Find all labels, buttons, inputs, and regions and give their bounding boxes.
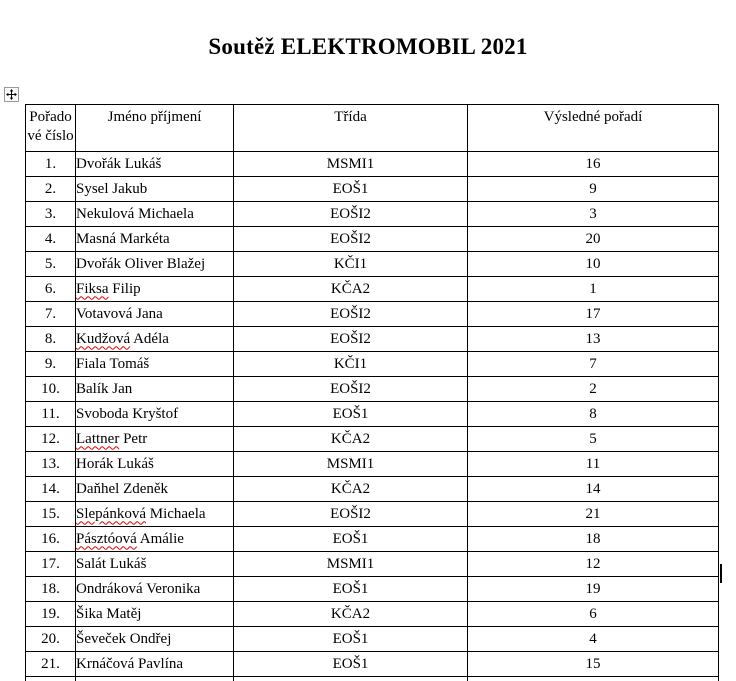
table-row [26,177,719,202]
empty-table-row [26,677,719,681]
name-text: Filip [108,280,141,297]
cell-rank[interactable] [468,677,719,681]
cell-rank[interactable]: 17 [468,302,719,327]
cell-class[interactable]: MSMI1 [234,452,468,477]
header-number[interactable] [26,105,76,152]
cell-number[interactable]: 17. [26,552,76,577]
cell-class[interactable] [234,677,468,681]
cell-class[interactable]: KČA2 [234,602,468,627]
name-text: Svoboda Kryštof [76,405,179,422]
table-row [26,152,719,177]
cell-number[interactable]: 15. [26,502,76,527]
table-row [26,402,719,427]
cell-number[interactable]: 4. [26,227,76,252]
table-row [26,352,719,377]
cell-name[interactable] [76,677,234,681]
cell-class[interactable]: EOŠI2 [234,502,468,527]
name-text: Fiala Tomáš [76,355,150,372]
cell-rank[interactable]: 13 [468,327,719,352]
header-number-line2: vé číslo [27,128,74,144]
table-row [26,427,719,452]
cell-class[interactable]: KČI1 [234,352,468,377]
table-row [26,452,719,477]
cell-rank[interactable]: 4 [468,627,719,652]
cell-rank[interactable]: 2 [468,377,719,402]
cell-name[interactable] [76,502,234,527]
cell-name[interactable] [76,652,234,677]
misspelled-word: Kudžová [76,330,131,347]
cell-class[interactable]: EOŠI2 [234,327,468,352]
cell-name[interactable] [76,327,234,352]
cell-name[interactable] [76,352,234,377]
cell-number[interactable]: 20. [26,627,76,652]
cell-rank[interactable]: 1 [468,277,719,302]
name-text: Salát Lukáš [76,555,147,572]
name-text: Ševeček Ondřej [76,630,172,647]
move-icon [6,89,17,100]
table-row [26,602,719,627]
table-row [26,577,719,602]
table-move-handle[interactable] [4,87,19,102]
name-text: Michaela [145,505,206,522]
header-class[interactable]: Třída [234,105,468,152]
table-row [26,202,719,227]
cell-number[interactable]: 21. [26,652,76,677]
cell-number[interactable]: 14. [26,477,76,502]
misspelled-word: Lattner [76,430,120,447]
cell-number[interactable]: 5. [26,252,76,277]
cell-name[interactable] [76,602,234,627]
cell-number[interactable] [26,677,76,681]
misspelled-word: Slepánková [76,505,146,522]
name-text: Horák Lukáš [76,455,154,472]
cell-rank[interactable]: 14 [468,477,719,502]
cell-class[interactable]: KČA2 [234,427,468,452]
cell-number[interactable]: 13. [26,452,76,477]
table-body [26,152,719,681]
cell-name[interactable] [76,527,234,552]
cell-rank[interactable]: 8 [468,402,719,427]
cell-rank[interactable]: 10 [468,252,719,277]
cell-rank[interactable]: 9 [468,177,719,202]
cell-name[interactable] [76,552,234,577]
table-row [26,527,719,552]
name-text: Adéla [130,330,169,347]
name-text: Sysel Jakub [76,180,148,197]
cell-number[interactable]: 10. [26,377,76,402]
cell-class[interactable]: EOŠ1 [234,527,468,552]
cell-number[interactable]: 19. [26,602,76,627]
header-name[interactable]: Jméno příjmení [76,105,234,152]
cell-rank[interactable]: 11 [468,452,719,477]
cell-number[interactable]: 2. [26,177,76,202]
name-text: Krnáčová Pavlína [76,655,184,672]
cell-class[interactable]: EOŠ1 [234,577,468,602]
cell-class[interactable]: EOŠ1 [234,177,468,202]
cell-number[interactable]: 12. [26,427,76,452]
name-text: Daňhel Zdeněk [76,480,169,497]
cell-name[interactable] [76,152,234,177]
cell-rank[interactable]: 12 [468,552,719,577]
cell-number[interactable]: 9. [26,352,76,377]
text-cursor [720,564,722,583]
cell-number[interactable]: 7. [26,302,76,327]
cell-class[interactable]: EOŠI2 [234,302,468,327]
name-text: Balík Jan [76,380,133,397]
cell-name[interactable] [76,377,234,402]
cell-rank[interactable]: 7 [468,352,719,377]
cell-class[interactable]: KČA2 [234,477,468,502]
name-text: Votavová Jana [76,305,163,322]
cell-class[interactable]: EOŠ1 [234,652,468,677]
cell-number[interactable]: 11. [26,402,76,427]
cell-class[interactable]: EOŠI2 [234,227,468,252]
table-row [26,652,719,677]
cell-class[interactable]: MSMI1 [234,152,468,177]
cell-class[interactable]: KČA2 [234,277,468,302]
cell-name[interactable] [76,577,234,602]
cell-name[interactable] [76,227,234,252]
cell-name[interactable] [76,277,234,302]
cell-rank[interactable]: 19 [468,577,719,602]
cell-class[interactable]: EOŠ1 [234,402,468,427]
cell-rank[interactable]: 20 [468,227,719,252]
cell-class[interactable]: KČI1 [234,252,468,277]
cell-rank[interactable]: 18 [468,527,719,552]
cell-rank[interactable]: 5 [468,427,719,452]
cell-number[interactable]: 8. [26,327,76,352]
cell-number[interactable]: 18. [26,577,76,602]
header-rank[interactable]: Výsledné pořadí [468,105,719,152]
header-row [26,105,719,152]
misspelled-word: Fiksa [76,280,109,297]
page-title[interactable]: Soutěž ELEKTROMOBIL 2021 [208,34,528,59]
cell-class[interactable]: EOŠI2 [234,377,468,402]
table-row [26,502,719,527]
name-text: Ondráková Veronika [76,580,201,597]
cell-name[interactable] [76,627,234,652]
cell-rank[interactable]: 3 [468,202,719,227]
table-row [26,377,719,402]
table-row [26,552,719,577]
table-row [26,252,719,277]
misspelled-word: Pásztóová [76,530,137,547]
name-text: Petr [119,430,148,447]
header-number-line1: Pořado [29,109,72,125]
cell-class[interactable]: EOŠ1 [234,627,468,652]
cell-name[interactable] [76,427,234,452]
cell-class[interactable]: MSMI1 [234,552,468,577]
table-row [26,227,719,252]
table-row [26,477,719,502]
cell-rank[interactable]: 21 [468,502,719,527]
cell-name[interactable] [76,402,234,427]
name-text: Nekulová Michaela [76,205,194,222]
cell-name[interactable] [76,477,234,502]
cell-name[interactable] [76,177,234,202]
cell-number[interactable]: 3. [26,202,76,227]
cell-rank[interactable]: 15 [468,652,719,677]
cell-name[interactable] [76,202,234,227]
cell-number[interactable]: 1. [26,152,76,177]
cell-number[interactable]: 16. [26,527,76,552]
name-text: Dvořák Oliver Blažej [76,255,206,272]
table-row [26,627,719,652]
name-text: Amálie [136,530,184,547]
name-text: Dvořák Lukáš [76,155,162,172]
cell-name[interactable] [76,302,234,327]
cell-rank[interactable]: 16 [468,152,719,177]
name-text: Masná Markéta [76,230,170,247]
table-row [26,327,719,352]
table-row [26,302,719,327]
cell-name[interactable] [76,452,234,477]
cell-class[interactable]: EOŠI2 [234,202,468,227]
cell-rank[interactable]: 6 [468,602,719,627]
table-row [26,277,719,302]
cell-name[interactable] [76,252,234,277]
cell-number[interactable]: 6. [26,277,76,302]
name-text: Šika Matěj [76,605,142,622]
results-table [25,104,719,681]
